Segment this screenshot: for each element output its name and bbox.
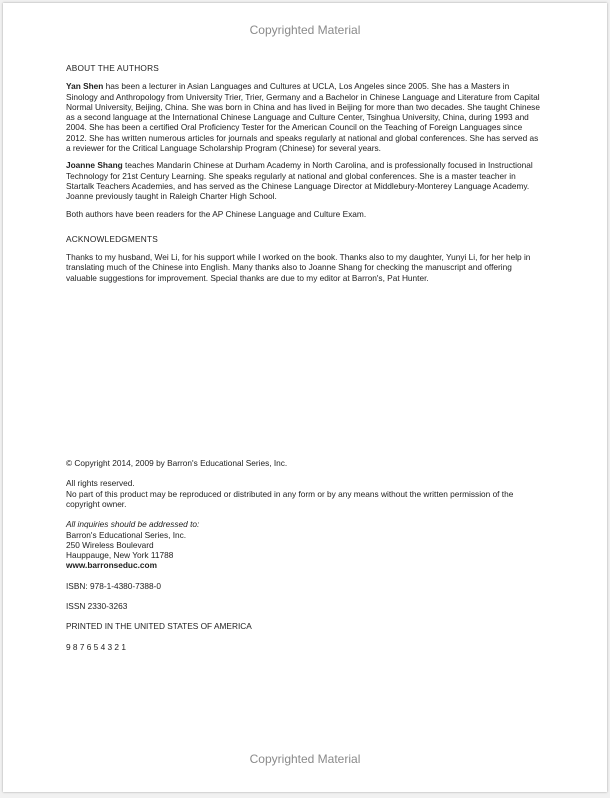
author-name-yan-shen: Yan Shen bbox=[66, 81, 104, 92]
acknowledgments-heading: ACKNOWLEDGMENTS bbox=[66, 233, 158, 244]
publisher-city: Hauppauge, New York 11788 bbox=[66, 550, 174, 561]
acknowledgments-text: Thanks to my husband, Wei Li, for his support while I worked on the book. Thanks also to my daughter, Yunyi Li, for her help in translating much of the Chinese into English. Many thanks also to Joanne Shang for checking the manuscript and offering valuable suggestions for improvement. Special thanks are due to my editor at Barron's, Pat Hunter. bbox=[66, 252, 531, 283]
rights-reserved: All rights reserved. bbox=[66, 478, 135, 489]
bio-yan-shen: has been a lecturer in Asian Languages and Cultures at UCLA, Los Angeles since 2005. She has a Masters in Sinology and Anthropology from University Trier, Trier, Germany and a Bachelor in Chinese Language and Literature from Capital Normal University, Beijing, China. She was born in China and has lived in Beijing for more than two decades. She taught Chinese as a second language at the International Chinese Language and Culture Center, Tsinghua University, China, during 1993 and 2004. She has been a certified Oral Proficiency Tester for the American Council on the Teaching of Foreign Languages since 2012. She has written numerous articles for journals and speaks regularly at national and global conferences. She has served as a reviewer for the Critical Language Scholarship Program (Chinese) for several years. bbox=[66, 81, 540, 154]
document-page bbox=[3, 3, 607, 792]
issn: ISSN 2330-3263 bbox=[66, 601, 128, 612]
printed-in: PRINTED IN THE UNITED STATES OF AMERICA bbox=[66, 621, 252, 632]
author-name-joanne-shang: Joanne Shang bbox=[66, 160, 123, 171]
watermark-bottom: Copyrighted Material bbox=[249, 752, 361, 766]
about-yan-shen bbox=[66, 81, 541, 153]
about-readers-note: Both authors have been readers for the AP Chinese Language and Culture Exam. bbox=[66, 208, 367, 219]
publisher-name: Barron's Educational Series, Inc. bbox=[66, 529, 187, 540]
about-joanne-shang bbox=[66, 160, 541, 201]
publisher-website: www.barronseduc.com bbox=[66, 560, 157, 571]
rights-block bbox=[66, 478, 541, 509]
rights-detail: No part of this product may be reproduced or distributed in any form or by any means without the written permission of the copyright owner. bbox=[66, 488, 514, 509]
about-heading: ABOUT THE AUTHORS bbox=[66, 63, 159, 73]
publisher-street: 250 Wireless Boulevard bbox=[66, 539, 154, 550]
inquiries-label: All inquiries should be addressed to: bbox=[66, 519, 200, 530]
watermark-top: Copyrighted Material bbox=[249, 23, 361, 37]
inquiries-block bbox=[66, 519, 541, 570]
bio-joanne-shang: teaches Mandarin Chinese at Durham Academy in North Carolina, and is professionally focused in Instructional Technology for 21st Century Learning. She speaks regularly at national and global conferences. She is a master teacher in Startalk Teachers Academies, and has served as the Chinese Language Director at Middlebury-Monterey Language Academy. Joanne previously taught in Raleigh Charter High School. bbox=[66, 160, 533, 202]
print-line: 9 8 7 6 5 4 3 2 1 bbox=[66, 641, 126, 652]
copyright-notice: © Copyright 2014, 2009 by Barron's Educational Series, Inc. bbox=[66, 458, 288, 469]
isbn: ISBN: 978-1-4380-7388-0 bbox=[66, 580, 162, 591]
page-content bbox=[66, 63, 541, 662]
